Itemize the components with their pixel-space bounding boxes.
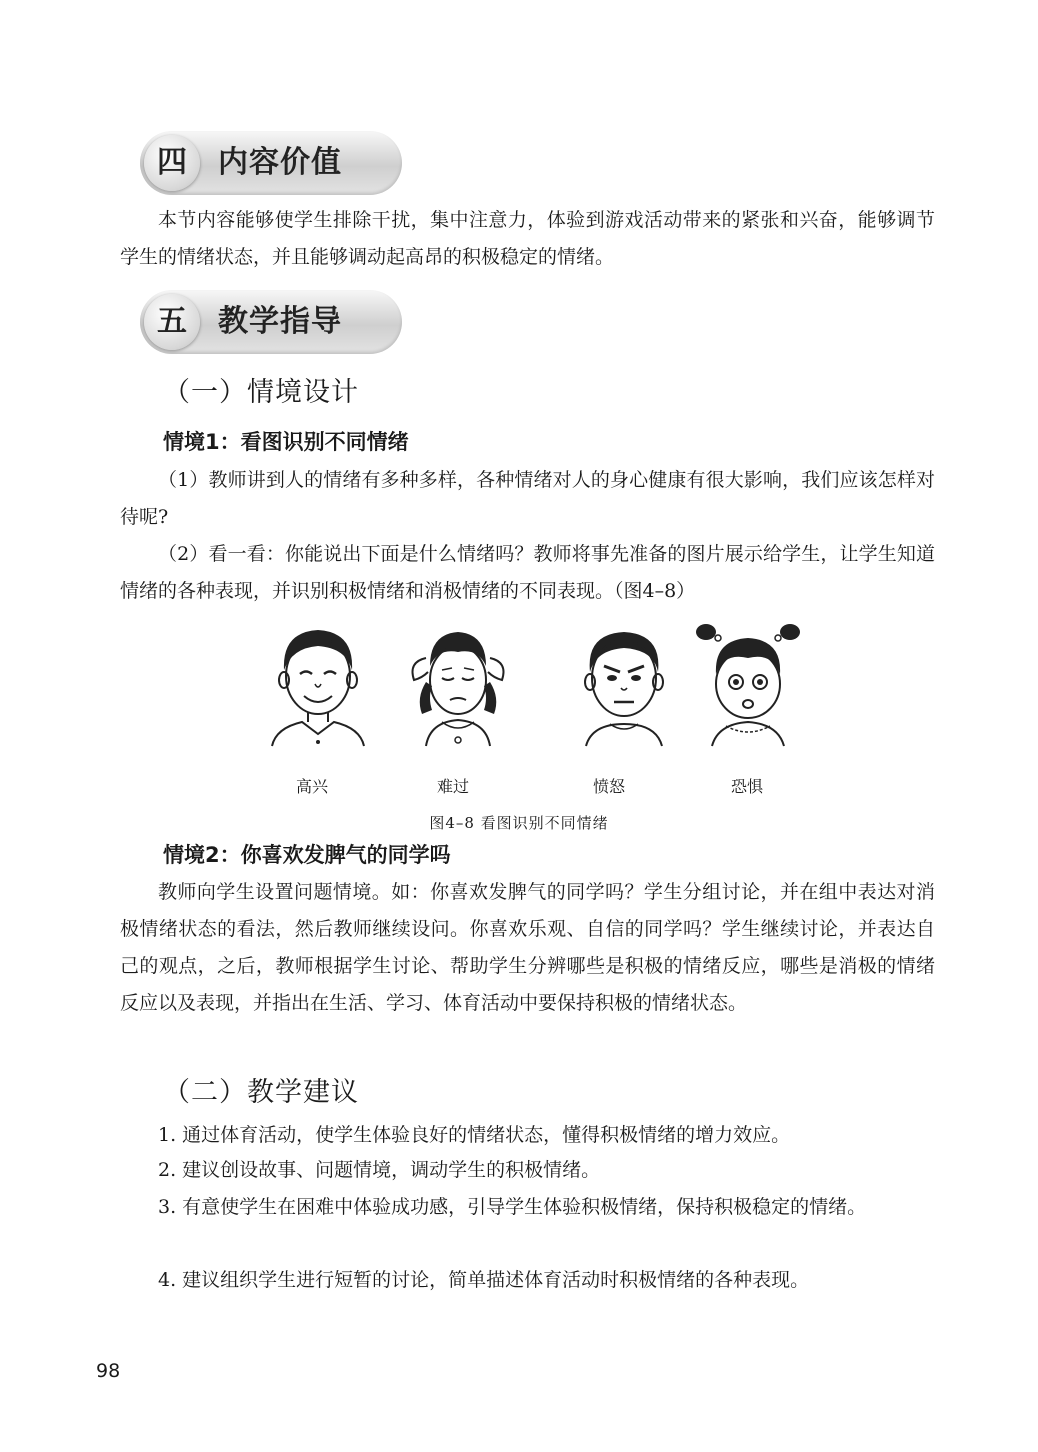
section-5-title: 教学指导 <box>218 304 342 339</box>
face-label-happy: 高兴 <box>295 777 328 796</box>
face-label-angry: 愤怒 <box>592 777 625 796</box>
suggestion-3: 3. 有意使学生在困难中体验成功感，引导学生体验积极情绪，保持积极稳定的情绪。 <box>158 1196 867 1218</box>
section-4-number: 四 <box>144 135 200 191</box>
suggestion-4: 4. 建议组织学生进行短暂的讨论，简单描述体育活动时积极情绪的各种表现。 <box>158 1269 810 1291</box>
face-label-fear: 恐惧 <box>730 777 763 796</box>
suggestion-2: 2. 建议创设故事、问题情境，调动学生的积极情绪。 <box>158 1159 601 1181</box>
subsection-1-title: （一）情境设计 <box>163 377 359 408</box>
section-5-number: 五 <box>144 294 200 350</box>
section-4-heading <box>140 131 402 195</box>
figure-caption: 图4–8 看图识别不同情绪 <box>429 814 609 832</box>
face-label-sad: 难过 <box>436 777 469 796</box>
scenario-2-title: 情境2：你喜欢发脾气的同学吗 <box>163 843 451 867</box>
scenario-2-paragraph: 教师向学生设置问题情境。如：你喜欢发脾气的同学吗？学生分组讨论，并在组中表达对消极情绪状态的看法，然后教师继续设问。你喜欢乐观、自信的同学吗？学生继续讨论，并表达自己的观点，之后，教师根据学生讨论、帮助学生分辨哪些是积极的情绪反应，哪些是消极的情绪反应以及表现，并指出在生活、学习、体育活动中要保持积极的情绪状态。 <box>120 881 935 1014</box>
subsection-2-title: （二）教学建议 <box>163 1077 359 1108</box>
section-4-paragraph: 本节内容能够使学生排除干扰，集中注意力，体验到游戏活动带来的紧张和兴奋，能够调节学生的情绪状态，并且能够调动起高昂的积极稳定的情绪。 <box>120 209 935 268</box>
section-4-title: 内容价值 <box>218 145 342 180</box>
page-number: 98 <box>96 1360 121 1382</box>
face-happy-boy <box>262 618 374 748</box>
face-fearful-girl <box>692 618 804 748</box>
scenario-1-paragraph-2: （2）看一看：你能说出下面是什么情绪吗？教师将事先准备的图片展示给学生，让学生知道情绪的各种表现，并识别积极情绪和消极情绪的不同表现。（图4–8） <box>120 543 935 602</box>
suggestion-1: 1. 通过体育活动，使学生体验良好的情绪状态，懂得积极情绪的增力效应。 <box>158 1124 791 1146</box>
scenario-1-paragraph-1: （1）教师讲到人的情绪有多种多样，各种情绪对人的身心健康有很大影响，我们应该怎样对待呢? <box>120 469 935 528</box>
face-sad-girl <box>402 618 514 748</box>
scenario-1-title: 情境1：看图识别不同情绪 <box>163 430 409 454</box>
face-angry-boy <box>568 618 680 748</box>
section-5-heading <box>140 290 402 354</box>
